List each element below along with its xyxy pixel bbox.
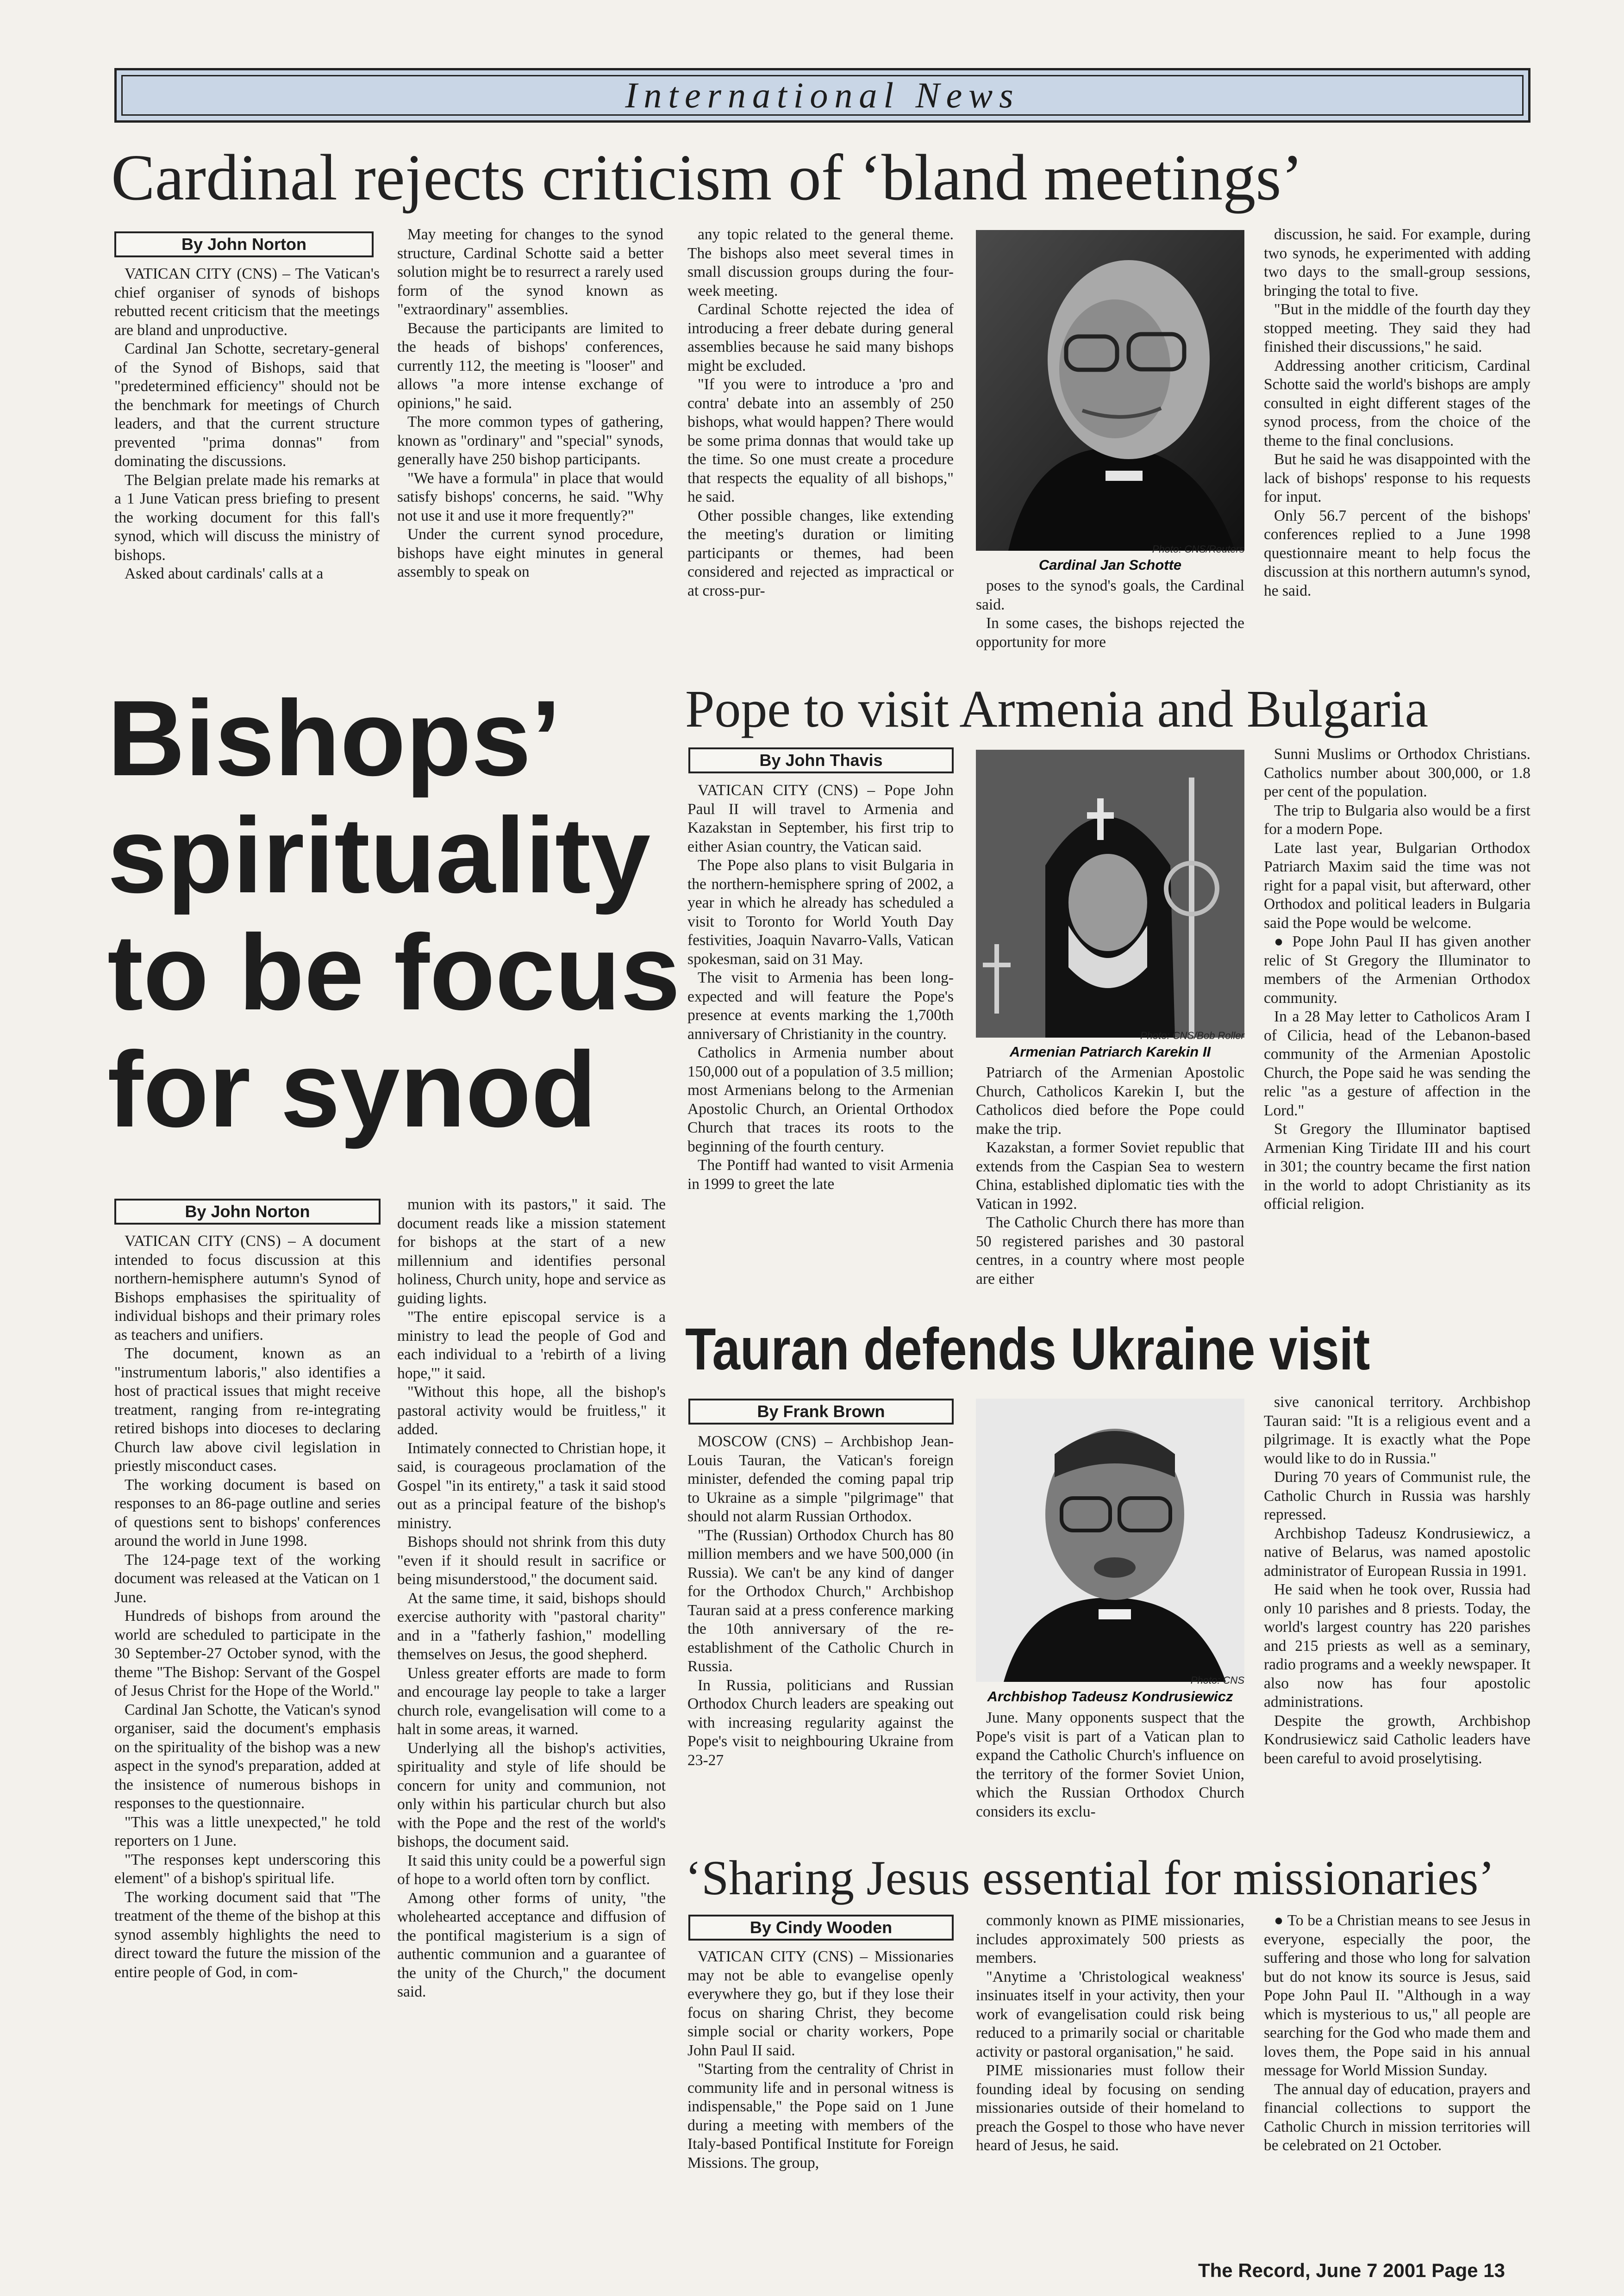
paragraph: Catholics in Armenia number about 150,000 out of a population of 3.5 million; most Armenians belong to the Armenian Apostolic Church, an Oriental Orthodox Church that traces its roots to the beginning of the fourth century. [687, 1044, 954, 1155]
paragraph: Archbishop Tadeusz Kondrusiewicz, a native of Belarus, was named apostolic administrator of European Russia in 1991. [1264, 1524, 1530, 1580]
paragraph: "Anytime a 'Christological weakness' insinuates itself in your activity, then your work of evangelisation could risk being reduced to a primarily social or charitable activity or pastoral organisation," he said. [976, 1968, 1244, 2060]
paragraph: He said when he took over, Russia had only 10 parishes and 8 priests. Today, the world's largest country has 220 parishes and 215 priests as well as a seminary, radio programs and a weekly newspaper. It also now has four apostolic administrations. [1264, 1581, 1530, 1711]
paragraph: ● To be a Christian means to see Jesus in everyone, especially the poor, the suffering and those who long for salvation but do not know its source is Jesus, said Pope John Paul II. "Although in a way which is mysterious to us," all people are searching for the God who made them and loves them, the Pope said in his annual message for World Mission Sunday. [1264, 1912, 1530, 2079]
paragraph: "Starting from the centrality of Christ in community life and in personal witness is indispensable," the Pope said on 1 June during a meeting with members of the Italy-based Pontifical Institute for Foreign Missions. The group, [687, 2060, 954, 2172]
article5-column-2 [976, 1911, 1244, 2251]
paragraph: The Belgian prelate made his remarks at a 1 June Vatican press briefing to present the working document for this fall's synod, which will discuss the ministry of bishops. [114, 471, 380, 564]
paragraph: Under the current synod procedure, bishops have eight minutes in general assembly to speak on [397, 526, 663, 580]
paragraph: The Catholic Church there has more than 50 registered parishes and 30 pastoral centres, in a country where most people are either [976, 1214, 1244, 1288]
article4-column-2 [976, 1709, 1244, 1849]
article1-photo-credit: Photo: CNS/Reuters [1152, 543, 1244, 555]
paragraph: In some cases, the bishops rejected the opportunity for more [976, 615, 1244, 651]
article4-photo [976, 1399, 1244, 1682]
article5-byline: By Cindy Wooden [688, 1915, 954, 1941]
paragraph: sive canonical territory. Archbishop Tauran said: "It is a religious event and a pilgrimage. It is exactly what the Pope would like to do in Russia." [1264, 1394, 1530, 1467]
article4-byline: By Frank Brown [688, 1399, 954, 1425]
paragraph: But he said he was disappointed with the lack of bishops' response to his requests for input. [1264, 451, 1530, 505]
article1-photo [976, 230, 1244, 551]
paragraph: Kazakstan, a former Soviet republic that extends from the Caspian Sea to western China, established diplomatic ties with the Vatican in 1992. [976, 1139, 1244, 1213]
paragraph: Cardinal Jan Schotte, secretary-general of the Synod of Bishops, said that "predetermined efficiency" should not be the benchmark for meetings of Church leaders, and that the current structure prevented "prima donnas" from dominating the discussions. [114, 340, 380, 470]
paragraph: The Pope also plans to visit Bulgaria in the northern-hemisphere spring of 2002, a year in which he already has scheduled a visit to Toronto for World Youth Day festivities, Joaquin Navarro-Valls, Vatican spokesman, said on 31 May. [687, 857, 954, 968]
article4-headline: Tauran defends Ukraine visit [685, 1316, 1370, 1382]
article3-column-3 [1264, 745, 1530, 1307]
paragraph: VATICAN CITY (CNS) – Pope John Paul II will travel to Armenia and Kazakstan in September, his first trip to either Asian country, the Vatican said. [687, 782, 954, 855]
article1-column-2 [397, 225, 663, 663]
paragraph: The visit to Armenia has been long-expected and will feature the Pope's presence at events marking the 1,700th anniversary of Christianity in the country. [687, 969, 954, 1043]
article4-column-1 [687, 1432, 954, 1849]
paragraph: The more common types of gathering, known as "ordinary" and "special" synods, generally have 250 bishop participants. [397, 413, 663, 468]
paragraph: In Russia, politicians and Russian Orthodox Church leaders are speaking out with increasing regularity against the Pope's visit to neighbouring Ukraine from 23-27 [687, 1676, 954, 1769]
patriarch-portrait-image [976, 750, 1244, 1038]
paragraph: The trip to Bulgaria also would be a first for a modern Pope. [1264, 802, 1530, 838]
paragraph: In a 28 May letter to Catholicos Aram I of Cilicia, head of the Lebanon-based community of the Armenian Apostolic Church, the Pope said he was sending the relic "as a gesture of affection in the Lord." [1264, 1008, 1530, 1119]
paragraph: Despite the growth, Archbishop Kondrusiewicz said Catholic leaders have been careful to avoid proselytising. [1264, 1712, 1530, 1767]
article1-column-3 [687, 225, 954, 663]
paragraph: Sunni Muslims or Orthodox Christians. Catholics number about 300,000, or 1.8 per cent of the population. [1264, 746, 1530, 800]
paragraph: The working document said that "The treatment of the theme of the bishop at this synod assembly highlights the need to direct toward the future the mission of the entire people of God, in com- [114, 1888, 381, 1981]
paragraph: munion with its pastors," it said. The document reads like a mission statement for bishops at the start of a new millennium and identifies personal holiness, Church unity, hope and service as guiding lights. [397, 1196, 666, 1307]
paragraph: discussion, he said. For example, during two synods, he experimented with adding two days to the small-group sessions, bringing the total to five. [1264, 226, 1530, 299]
article2-headline-line-2: spirituality [107, 796, 651, 915]
paragraph: The annual day of education, prayers and financial collections to support the Catholic Church in mission territories will be celebrated on 21 October. [1264, 2080, 1530, 2154]
paragraph: The Pontiff had wanted to visit Armenia in 1999 to greet the late [687, 1157, 954, 1193]
article2-column-1 [114, 1232, 381, 1981]
paragraph: "The responses kept underscoring this element" of a bishop's spiritual life. [114, 1851, 381, 1887]
paragraph: It said this unity could be a powerful sign of hope to a world often torn by conflict. [397, 1852, 666, 1888]
paragraph: VATICAN CITY (CNS) – The Vatican's chief organiser of synods of bishops rebutted recent criticism that the meetings are bland and unproductive. [114, 265, 380, 339]
paragraph: June. Many opponents suspect that the Pope's visit is part of a Vatican plan to expand the Catholic Church's influence on the territory of the former Soviet Union, which the Russian Orthodox Church considers its exclu- [976, 1709, 1244, 1820]
paragraph: Late last year, Bulgarian Orthodox Patriarch Maxim said the time was not right for a papal visit, but afterward, other Orthodox and political leaders in Bulgaria said the Pope would be welcome. [1264, 839, 1530, 932]
paragraph: commonly known as PIME missionaries, includes approximately 500 priests as members. [976, 1912, 1244, 1966]
paragraph: "Without this hope, all the bishop's pastoral activity would be fruitless," it added. [397, 1383, 666, 1438]
paragraph: The working document is based on responses to an 86-page outline and series of questions sent to bishops' conferences around the world in June 1998. [114, 1476, 381, 1549]
article4-column-3 [1264, 1393, 1530, 1849]
article2-column-2 [397, 1195, 666, 2000]
page-footer: The Record, June 7 2001 Page 13 [1198, 2259, 1505, 2281]
article4-caption: Archbishop Tadeusz Kondrusiewicz [987, 1688, 1233, 1705]
paragraph: Because the participants are limited to the heads of bishops' conferences, currently 112, the meeting is "looser" and allows "a more intense exchange of opinions," he said. [397, 319, 663, 412]
paragraph: The 124-page text of the working document was released at the Vatican on 1 June. [114, 1551, 381, 1606]
article3-photo-credit: Photo: CNS/Bob Roller [1140, 1030, 1244, 1041]
paragraph: "The entire episcopal service is a ministry to lead the people of God and each individual to a 'rebirth of a living hope,'" it said. [397, 1308, 666, 1382]
paragraph: Cardinal Schotte rejected the idea of introducing a freer debate during general assemblies because he said many bishops might be excluded. [687, 301, 954, 374]
article3-byline: By John Thavis [688, 747, 954, 773]
paragraph: St Gregory the Illuminator baptised Armenian King Tiridate III and his court in 301; the country became the first nation in the world to adopt Christianity as its official religion. [1264, 1120, 1530, 1213]
article3-caption: Armenian Patriarch Karekin II [1009, 1044, 1211, 1060]
paragraph: "We have a formula" in place that would satisfy bishops' concerns, he said. "Why not use it and use it more frequently?" [397, 469, 663, 524]
article1-caption: Cardinal Jan Schotte [1038, 557, 1182, 573]
paragraph: Among other forms of unity, "the wholehearted acceptance and diffusion of the pontifical magisterium is a sign of authentic communion and a guarantee of the unity of the Church," the document said. [397, 1889, 666, 2000]
section-header-bar [114, 68, 1530, 123]
article5-headline: ‘Sharing Jesus essential for missionaries’ [685, 1851, 1495, 1905]
article2-byline: By John Norton [114, 1199, 381, 1225]
article2-headline-line-1: Bishops’ [107, 678, 561, 798]
article5-column-1 [687, 1948, 954, 2251]
paragraph: The document, known as an "instrumentum laboris," also identifies a host of practical issues that might receive treatment, ranging from re-integrating retired bishops into dioceses to declaring Church law above civil legislation in priestly misconduct cases. [114, 1345, 381, 1475]
paragraph: Other possible changes, like extending the meeting's duration or limiting participants or themes, had been considered and rejected as impractical or at cross-pur- [687, 507, 954, 599]
paragraph: Asked about cardinals' calls at a [125, 565, 324, 582]
paragraph: "This was a little unexpected," he told reporters on 1 June. [114, 1813, 381, 1849]
paragraph: "But in the middle of the fourth day they stopped meeting. They said they had finished their discussions," he said. [1264, 301, 1530, 355]
paragraph: VATICAN CITY (CNS) – Missionaries may not be able to evangelise openly everywhere they go, but if they lose their focus on sharing Christ, they become simple social or charity workers, Pope John Paul II said. [687, 1948, 954, 2059]
article3-column-2 [976, 1064, 1244, 1307]
section-title: International News [625, 75, 1020, 115]
article3-headline: Pope to visit Armenia and Bulgaria [685, 679, 1429, 738]
paragraph: ● Pope John Paul II has given another relic of St Gregory the Illuminator to members of the Armenian Orthodox community. [1264, 933, 1530, 1007]
article1-column-5 [1264, 225, 1530, 663]
article3-column-1 [687, 781, 954, 1307]
paragraph: During 70 years of Communist rule, the Catholic Church in Russia was harshly repressed. [1264, 1468, 1530, 1523]
article3-photo [976, 750, 1244, 1038]
article2-headline-line-3: to be focus [107, 913, 681, 1033]
paragraph: Intimately connected to Christian hope, it said, is courageous proclamation of the Gospel "in its entirety," a task it said stood out as a principal feature of the bishop's ministry. [397, 1439, 666, 1532]
paragraph: "If you were to introduce a 'pro and contra' debate into an assembly of 250 bishops, what would happen? There would be some prima donnas that would take up the time. So one must create a procedure that respects the equality of all bishops," he said. [687, 376, 954, 505]
paragraph: Addressing another criticism, Cardinal Schotte said the world's bishops are amply consulted in eight different stages of the synod process, from the choice of the theme to the final conclusions. [1264, 357, 1530, 449]
paragraph: poses to the synod's goals, the Cardinal said. [976, 577, 1244, 613]
cardinal-portrait-image [976, 230, 1244, 551]
paragraph: Only 56.7 percent of the bishops' conferences replied to a June 1998 questionnaire meant to help focus the discussion at this northern autumn's synod, he said. [1264, 507, 1530, 599]
article1-headline: Cardinal rejects criticism of ‘bland meetings’ [111, 141, 1303, 214]
article2-headline-line-4: for synod [107, 1030, 597, 1150]
paragraph: MOSCOW (CNS) – Archbishop Jean-Louis Tauran, the Vatican's foreign minister, defended the coming papal trip to Ukraine as a simple "pilgrimage" that should not alarm Russian Orthodox. [687, 1433, 954, 1525]
paragraph: Hundreds of bishops from around the world are scheduled to participate in the 30 September-27 October synod, with the theme "The Bishop: Servant of the Gospel of Jesus Christ for the Hope of the World." [114, 1607, 381, 1699]
article1-byline: By John Norton [114, 231, 374, 257]
paragraph: Unless greater efforts are made to form and encourage lay people to take a larger church role, evangelisation will come to a halt in some areas, it warned. [397, 1664, 666, 1738]
paragraph: Bishops should not shrink from this duty "even if it should result in sacrifice or being misunderstood," the document said. [397, 1533, 666, 1588]
article1-column-1 [114, 265, 380, 663]
paragraph: "The (Russian) Orthodox Church has 80 million members and we have 500,000 (in Russia). We can't be any kind of danger for the Orthodox Church," Archbishop Tauran said at a press conference marking the 10th anniversary of the re-establishment of the Catholic Church in Russia. [687, 1526, 954, 1675]
paragraph: PIME missionaries must follow their founding ideal by focusing on sending missionaries outside of their homeland to preach the Gospel to those who have never heard of Jesus, he said. [976, 2062, 1244, 2154]
paragraph: Underlying all the bishop's activities, spirituality and style of life should be concern for unity and communion, not only within his particular church but also with the Pope and the rest of the world's bishops, the document said. [397, 1739, 666, 1850]
paragraph: Cardinal Jan Schotte, the Vatican's synod organiser, said the document's emphasis on the spirituality of the bishop was a new aspect in the synod's preparation, added at the insistence of numerous bishops in responses to the questionnaire. [114, 1701, 381, 1812]
paragraph: any topic related to the general theme. The bishops also meet several times in small discussion groups during the four-week meeting. [687, 226, 954, 299]
article4-photo-credit: Photo: CNS [1190, 1674, 1244, 1686]
paragraph: May meeting for changes to the synod structure, Cardinal Schotte said a better solution might be to resurrect a rarely used form of the synod known as "extraordinary" assemblies. [397, 226, 663, 318]
archbishop-portrait-image [976, 1399, 1244, 1682]
article1-column-4 [976, 577, 1244, 663]
paragraph: VATICAN CITY (CNS) – A document intended to focus discussion at this northern-hemisphere autumn's Synod of Bishops emphasises the spirituality of individual bishops and their primary roles as teachers and unifiers. [114, 1232, 381, 1344]
paragraph: Patriarch of the Armenian Apostolic Church, Catholicos Karekin I, but the Catholicos died before the Pope could make the trip. [976, 1064, 1244, 1138]
paragraph: At the same time, it said, bishops should exercise authority with "pastoral charity" and in a "fatherly fashion," modelling themselves on Jesus, the good shepherd. [397, 1589, 666, 1663]
article5-column-3 [1264, 1911, 1530, 2251]
